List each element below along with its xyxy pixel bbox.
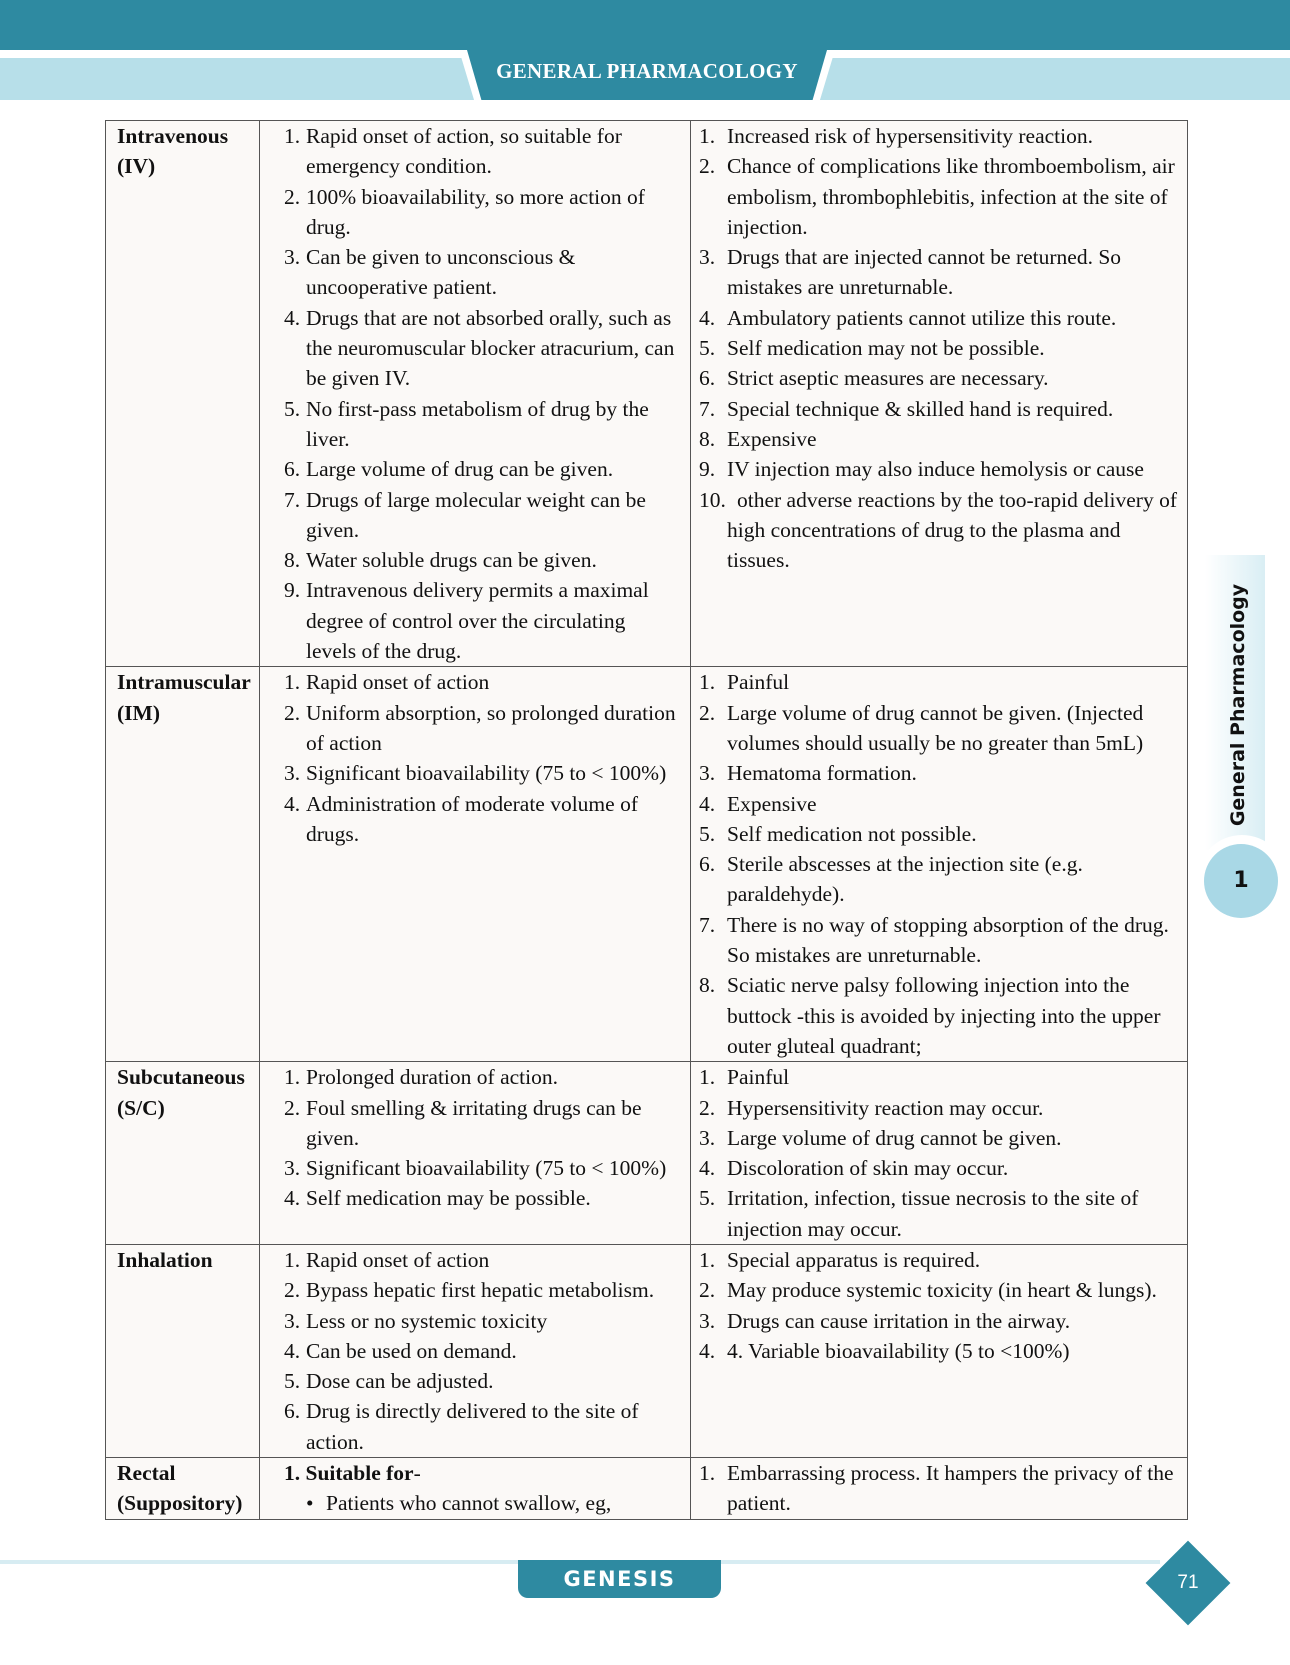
disadvantage-text: Self medication not possible. bbox=[727, 821, 977, 846]
disadvantage-item bbox=[699, 242, 1179, 303]
advantages-cell bbox=[260, 1458, 691, 1520]
advantage-item bbox=[270, 1245, 680, 1275]
item-number: 9. bbox=[699, 457, 716, 482]
item-number: 5. bbox=[699, 336, 716, 361]
disadvantage-item bbox=[699, 1245, 1179, 1275]
disadvantage-item bbox=[699, 819, 1179, 849]
disadvantage-text: IV injection may also induce hemolysis or cause bbox=[727, 457, 1144, 482]
route-name: (IV) bbox=[117, 154, 156, 179]
advantage-text: Bypass hepatic first hepatic metabolism. bbox=[306, 1278, 655, 1303]
disadvantage-item bbox=[699, 910, 1179, 971]
advantage-text: Can be given to unconscious & uncooperative patient. bbox=[306, 245, 576, 300]
item-number: 8. bbox=[284, 548, 301, 573]
disadvantage-text: Large volume of drug cannot be given. (Injected volumes should usually be no greater than 5mL) bbox=[727, 700, 1144, 755]
header-band-dark bbox=[0, 0, 1290, 50]
advantage-text: 100% bioavailability, so more action of drug. bbox=[306, 184, 645, 239]
item-number: 5. bbox=[699, 821, 716, 846]
disadvantage-item bbox=[699, 1093, 1179, 1123]
advantage-heading-text: 1. Suitable for bbox=[284, 1461, 414, 1486]
item-number: 4. bbox=[699, 1338, 716, 1363]
item-number: 3. bbox=[699, 1125, 716, 1150]
item-number: 1. bbox=[699, 1461, 716, 1486]
route-cell bbox=[106, 121, 260, 667]
advantage-item bbox=[270, 667, 680, 697]
advantage-text: Less or no systemic toxicity bbox=[306, 1308, 548, 1333]
disadvantage-item bbox=[699, 698, 1179, 759]
item-number: 4. bbox=[284, 305, 301, 330]
advantage-item bbox=[270, 1153, 680, 1183]
advantage-item bbox=[270, 242, 680, 303]
advantage-item bbox=[270, 1396, 680, 1457]
disadvantage-item bbox=[699, 1275, 1179, 1305]
item-number: 6. bbox=[699, 366, 716, 391]
item-number: 4. bbox=[699, 791, 716, 816]
advantage-bullet bbox=[270, 1488, 680, 1518]
routes-table bbox=[105, 120, 1188, 1520]
disadvantage-text: Special apparatus is required. bbox=[727, 1247, 981, 1272]
disadvantage-text: Increased risk of hypersensitivity reaction. bbox=[727, 124, 1093, 148]
advantage-item bbox=[270, 394, 680, 455]
disadvantage-text: 4. Variable bioavailability (5 to <100%) bbox=[727, 1338, 1070, 1363]
disadvantage-item bbox=[699, 1123, 1179, 1153]
item-number: 1. bbox=[284, 1247, 301, 1272]
disadvantage-item bbox=[699, 363, 1179, 393]
advantage-text: Administration of moderate volume of drugs. bbox=[306, 791, 638, 846]
route-name: Intravenous bbox=[117, 124, 229, 148]
disadvantage-item bbox=[699, 1153, 1179, 1183]
item-number: 2. bbox=[699, 1278, 716, 1303]
advantage-item bbox=[270, 575, 680, 666]
advantage-item bbox=[270, 1336, 680, 1366]
disadvantage-item bbox=[699, 333, 1179, 363]
route-cell bbox=[106, 1244, 260, 1457]
advantage-text: Significant bioavailability (75 to < 100%) bbox=[306, 761, 667, 786]
item-number: 3. bbox=[284, 1156, 301, 1181]
advantage-item bbox=[270, 485, 680, 546]
advantage-text: Self medication may be possible. bbox=[306, 1186, 591, 1211]
route-name: (S/C) bbox=[117, 1095, 165, 1120]
route-cell bbox=[106, 1062, 260, 1245]
advantage-text: Dose can be adjusted. bbox=[306, 1369, 494, 1394]
disadvantage-text: Expensive bbox=[727, 426, 817, 451]
item-number: 1. bbox=[699, 1247, 716, 1272]
advantage-item bbox=[270, 303, 680, 394]
item-number: 3. bbox=[284, 761, 301, 786]
table-row bbox=[106, 1062, 1188, 1245]
item-number: 2. bbox=[284, 700, 301, 725]
advantage-text: Prolonged duration of action. bbox=[306, 1065, 558, 1090]
advantage-item bbox=[270, 698, 680, 759]
item-number: 3. bbox=[284, 245, 301, 270]
route-name: Inhalation bbox=[117, 1247, 213, 1272]
advantage-text: Rapid onset of action bbox=[306, 1247, 490, 1272]
disadvantage-item bbox=[699, 1062, 1179, 1092]
item-number: 3. bbox=[284, 1308, 301, 1333]
item-number: 4. bbox=[699, 1156, 716, 1181]
disadvantage-item bbox=[699, 1458, 1179, 1519]
disadvantages-cell bbox=[691, 121, 1188, 667]
advantages-cell bbox=[260, 121, 691, 667]
disadvantage-text: Hematoma formation. bbox=[727, 761, 917, 786]
route-name: Intramuscular bbox=[117, 670, 251, 695]
item-number: 8. bbox=[699, 973, 716, 998]
disadvantage-text: Hypersensitivity reaction may occur. bbox=[727, 1095, 1044, 1120]
advantage-item bbox=[270, 545, 680, 575]
advantage-text: Rapid onset of action bbox=[306, 670, 490, 695]
disadvantage-text: Ambulatory patients cannot utilize this route. bbox=[727, 305, 1117, 330]
item-number: 1. bbox=[284, 1065, 301, 1090]
route-name: Rectal bbox=[117, 1461, 176, 1486]
disadvantage-text: Drugs can cause irritation in the airway. bbox=[727, 1308, 1071, 1333]
disadvantage-text: Painful bbox=[727, 1065, 790, 1090]
side-tab-label: General Pharmacology bbox=[1227, 583, 1249, 827]
advantages-cell bbox=[260, 1244, 691, 1457]
advantage-text: Uniform absorption, so prolonged duration of action bbox=[306, 700, 676, 755]
item-number: 9. bbox=[284, 578, 301, 603]
disadvantages-cell bbox=[691, 1244, 1188, 1457]
route-cell bbox=[106, 1458, 260, 1520]
item-number: 2. bbox=[284, 184, 301, 209]
disadvantage-text: Sciatic nerve palsy following injection into the buttock -this is avoided by injecting into the upper outer gluteal quadrant; bbox=[727, 973, 1161, 1058]
advantage-item bbox=[270, 1062, 680, 1092]
disadvantage-text: Sterile abscesses at the injection site (e.g. paraldehyde). bbox=[727, 852, 1083, 907]
item-number: 4. bbox=[284, 1338, 301, 1363]
disadvantages-cell bbox=[691, 1458, 1188, 1520]
item-number: 2. bbox=[284, 1278, 301, 1303]
item-number: 6. bbox=[699, 852, 716, 877]
chapter-badge: 1 bbox=[1204, 844, 1278, 918]
item-number: 6. bbox=[284, 457, 301, 482]
advantage-text: No first-pass metabolism of drug by the liver. bbox=[306, 396, 649, 451]
item-number: 1. bbox=[284, 124, 301, 148]
item-number: 2. bbox=[699, 154, 716, 179]
advantage-item bbox=[270, 758, 680, 788]
item-number: 1. bbox=[699, 1065, 716, 1090]
item-number: 4. bbox=[284, 1186, 301, 1211]
item-number: 6. bbox=[284, 1399, 301, 1424]
disadvantage-item bbox=[699, 485, 1179, 576]
advantage-heading-suffix: - bbox=[413, 1461, 421, 1486]
advantage-item bbox=[270, 454, 680, 484]
advantage-item bbox=[270, 182, 680, 243]
item-number: 10. bbox=[699, 487, 726, 512]
advantage-item bbox=[270, 121, 680, 182]
page-header-title: GENERAL PHARMACOLOGY bbox=[496, 59, 798, 83]
disadvantage-item bbox=[699, 789, 1179, 819]
item-number: 4. bbox=[284, 791, 301, 816]
advantage-text: Large volume of drug can be given. bbox=[306, 457, 614, 482]
advantage-text: Drugs of large molecular weight can be given. bbox=[306, 487, 646, 542]
advantage-text: Foul smelling & irritating drugs can be given. bbox=[306, 1095, 642, 1150]
route-name: Subcutaneous bbox=[117, 1065, 245, 1090]
route-name: (Suppository) bbox=[117, 1491, 243, 1516]
advantage-text: Rapid onset of action, so suitable for emergency condition. bbox=[306, 124, 622, 179]
item-number: 8. bbox=[699, 426, 716, 451]
disadvantages-cell bbox=[691, 667, 1188, 1062]
item-number: 7. bbox=[284, 487, 301, 512]
disadvantage-text: Irritation, infection, tissue necrosis to the site of injection may occur. bbox=[727, 1186, 1139, 1241]
item-number: 1. bbox=[699, 124, 716, 148]
disadvantage-text: Chance of complications like thromboembolism, air embolism, thrombophlebitis, infection at the site of injection. bbox=[727, 154, 1175, 239]
disadvantage-item bbox=[699, 667, 1179, 697]
advantage-bullet-text: Patients who cannot swallow, eg, bbox=[326, 1491, 612, 1516]
item-number: 2. bbox=[699, 700, 716, 725]
item-number: 5. bbox=[699, 1186, 716, 1211]
disadvantage-item bbox=[699, 970, 1179, 1061]
item-number: 3. bbox=[699, 245, 716, 270]
item-number: 2. bbox=[699, 1095, 716, 1120]
advantage-text: Drugs that are not absorbed orally, such as the neuromuscular blocker atracurium, can be given IV. bbox=[306, 305, 675, 391]
advantage-text: Drug is directly delivered to the site of action. bbox=[306, 1399, 639, 1454]
disadvantage-text: Large volume of drug cannot be given. bbox=[727, 1125, 1062, 1150]
item-number: 5. bbox=[284, 1369, 301, 1394]
advantages-cell bbox=[260, 667, 691, 1062]
disadvantage-text: Embarrassing process. It hampers the privacy of the patient. bbox=[727, 1461, 1174, 1516]
advantage-item bbox=[270, 1306, 680, 1336]
route-cell bbox=[106, 667, 260, 1062]
disadvantage-item bbox=[699, 1306, 1179, 1336]
item-number: 2. bbox=[284, 1095, 301, 1120]
advantage-item bbox=[270, 1275, 680, 1305]
advantage-item bbox=[270, 1183, 680, 1213]
advantages-cell bbox=[260, 1062, 691, 1245]
table-row bbox=[106, 1458, 1188, 1520]
item-number: 5. bbox=[284, 396, 301, 421]
page-number: 71 bbox=[1177, 1572, 1199, 1593]
disadvantage-item bbox=[699, 303, 1179, 333]
disadvantage-text: Drugs that are injected cannot be returned. So mistakes are unreturnable. bbox=[727, 245, 1122, 300]
advantage-item bbox=[270, 1093, 680, 1154]
disadvantage-text: Painful bbox=[727, 670, 790, 695]
item-number: 1. bbox=[699, 670, 716, 695]
disadvantage-text: There is no way of stopping absorption of the drug. So mistakes are unreturnable. bbox=[727, 912, 1169, 968]
disadvantage-item bbox=[699, 1183, 1179, 1244]
disadvantage-item bbox=[699, 849, 1179, 910]
disadvantage-item bbox=[699, 1336, 1179, 1366]
table-row bbox=[106, 121, 1188, 667]
disadvantage-item bbox=[699, 424, 1179, 454]
disadvantage-text: Discoloration of skin may occur. bbox=[727, 1156, 1009, 1181]
disadvantages-cell bbox=[691, 1062, 1188, 1245]
disadvantage-text: May produce systemic toxicity (in heart & lungs). bbox=[727, 1278, 1157, 1303]
disadvantage-text: Self medication may not be possible. bbox=[727, 336, 1045, 361]
item-number: 1. bbox=[284, 670, 301, 695]
advantage-item bbox=[270, 789, 680, 850]
item-number: 3. bbox=[699, 761, 716, 786]
advantage-item bbox=[270, 1366, 680, 1396]
disadvantage-item bbox=[699, 758, 1179, 788]
footer-logo: GENESIS bbox=[518, 1560, 721, 1598]
disadvantage-text: Strict aseptic measures are necessary. bbox=[727, 366, 1049, 391]
advantage-text: Significant bioavailability (75 to < 100%) bbox=[306, 1156, 667, 1181]
disadvantage-text: Special technique & skilled hand is required. bbox=[727, 396, 1114, 421]
advantage-heading bbox=[270, 1458, 680, 1488]
advantage-text: Water soluble drugs can be given. bbox=[306, 548, 597, 573]
disadvantage-item bbox=[699, 151, 1179, 242]
item-number: 7. bbox=[699, 912, 716, 937]
advantage-text: Can be used on demand. bbox=[306, 1338, 517, 1363]
item-number: 4. bbox=[699, 305, 716, 330]
table-row bbox=[106, 1244, 1188, 1457]
item-number: 3. bbox=[699, 1308, 716, 1333]
bullet-icon: • bbox=[306, 1491, 314, 1516]
disadvantage-text: other adverse reactions by the too-rapid delivery of high concentrations of drug to the plasma and tissues. bbox=[727, 487, 1177, 573]
table-row bbox=[106, 667, 1188, 1062]
item-number: 7. bbox=[699, 396, 716, 421]
disadvantage-item bbox=[699, 121, 1179, 151]
disadvantage-item bbox=[699, 454, 1179, 484]
disadvantage-item bbox=[699, 394, 1179, 424]
disadvantage-text: Expensive bbox=[727, 791, 817, 816]
route-name: (IM) bbox=[117, 700, 160, 725]
advantage-text: Intravenous delivery permits a maximal degree of control over the circulating levels of the drug. bbox=[306, 578, 649, 664]
